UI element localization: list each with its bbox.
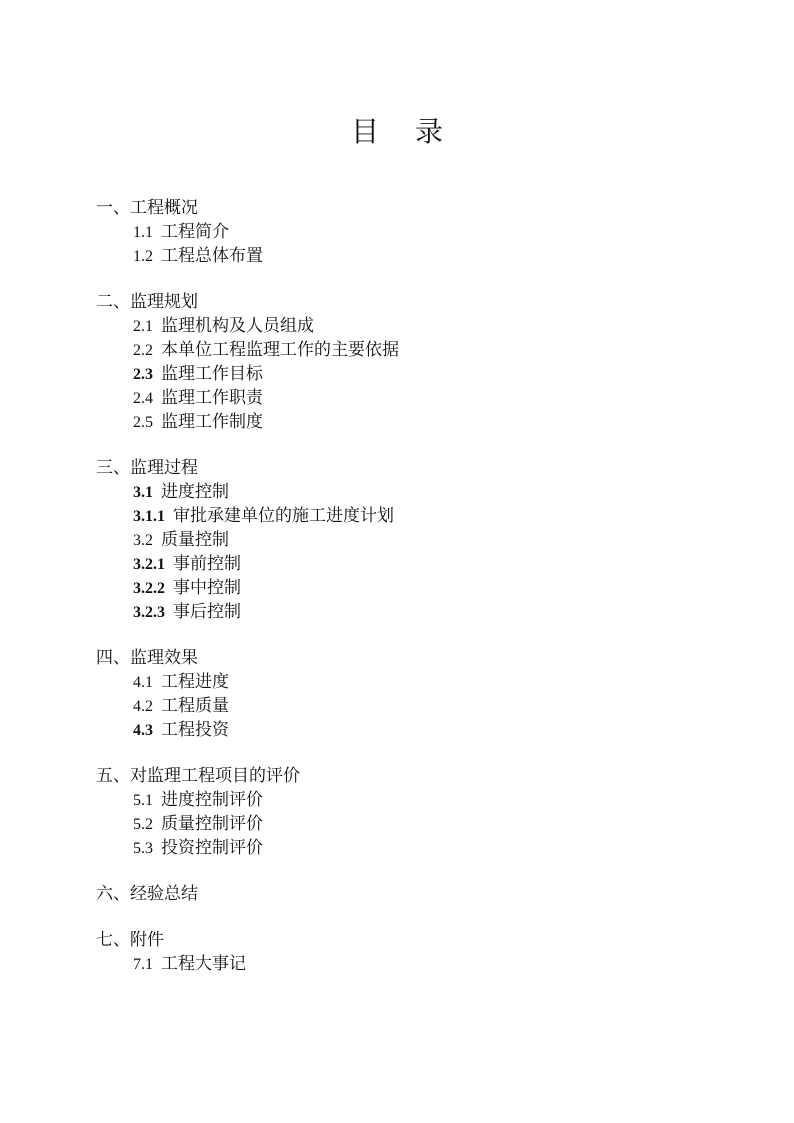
toc-heading: 五、对监理工程项目的评价 — [96, 766, 300, 786]
toc-entry — [96, 718, 736, 742]
toc-section — [96, 928, 736, 976]
toc-entry-number: 4.1 — [133, 674, 153, 691]
toc-entry-number: 1.2 — [133, 248, 153, 265]
toc-entry — [96, 386, 736, 410]
toc-entry-text: 审批承建单位的施工进度计划 — [173, 506, 394, 526]
toc-entry-number: 3.2.1 — [133, 556, 165, 573]
toc-entry-text: 投资控制评价 — [161, 838, 263, 858]
toc-entry-number: 4.2 — [133, 698, 153, 715]
toc-heading: 六、经验总结 — [96, 884, 198, 904]
toc-entry — [96, 314, 736, 338]
toc-entry-number: 1.1 — [133, 224, 153, 241]
title-char-2: 录 — [415, 115, 444, 148]
toc-entry-number: 2.4 — [133, 390, 153, 407]
toc-section — [96, 290, 736, 434]
toc-entry-number: 3.2 — [133, 532, 153, 549]
toc-entry — [96, 694, 736, 718]
toc-entry — [96, 552, 736, 576]
toc-entry — [96, 244, 736, 268]
toc-heading: 三、监理过程 — [96, 458, 198, 478]
toc-entry-number: 2.1 — [133, 318, 153, 335]
toc-heading: 一、工程概况 — [96, 198, 198, 218]
toc-entry — [96, 410, 736, 434]
toc-entry-text: 质量控制 — [161, 530, 229, 550]
toc-entry-text: 事前控制 — [173, 554, 241, 574]
toc-entry-text: 监理工作目标 — [161, 364, 263, 384]
toc-entry-number: 2.5 — [133, 414, 153, 431]
toc-entry-text: 进度控制 — [161, 482, 229, 502]
toc-entry — [96, 812, 736, 836]
toc-section — [96, 456, 736, 624]
table-of-contents — [96, 196, 736, 976]
toc-entry-number: 5.3 — [133, 840, 153, 857]
toc-entry-number: 5.1 — [133, 792, 153, 809]
title-char-1: 目 — [350, 115, 379, 148]
toc-entry-text: 监理工作制度 — [161, 412, 263, 432]
toc-entry — [96, 480, 736, 504]
toc-entry-text: 事后控制 — [173, 602, 241, 622]
toc-entry-number: 3.2.3 — [133, 604, 165, 621]
toc-entry-number: 3.1 — [133, 484, 153, 501]
toc-entry — [96, 528, 736, 552]
toc-entry-text: 监理工作职责 — [161, 388, 263, 408]
toc-entry-text: 工程大事记 — [161, 954, 246, 974]
toc-entry — [96, 600, 736, 624]
toc-entry-number: 3.1.1 — [133, 508, 165, 525]
toc-entry — [96, 836, 736, 860]
toc-section — [96, 764, 736, 860]
toc-entry-number: 4.3 — [133, 722, 153, 739]
toc-entry-text: 事中控制 — [173, 578, 241, 598]
toc-entry-number: 3.2.2 — [133, 580, 165, 597]
page-title — [0, 110, 794, 150]
toc-entry-text: 工程总体布置 — [161, 246, 263, 266]
toc-entry — [96, 952, 736, 976]
toc-entry — [96, 670, 736, 694]
toc-section — [96, 882, 736, 906]
toc-entry-text: 工程投资 — [161, 720, 229, 740]
toc-entry — [96, 788, 736, 812]
toc-section — [96, 196, 736, 268]
toc-entry — [96, 362, 736, 386]
toc-heading: 七、附件 — [96, 930, 164, 950]
toc-entry-number: 7.1 — [133, 956, 153, 973]
toc-entry-number: 2.2 — [133, 342, 153, 359]
toc-section — [96, 646, 736, 742]
toc-entry-text: 监理机构及人员组成 — [161, 316, 314, 336]
toc-entry-number: 2.3 — [133, 366, 153, 383]
toc-entry-text: 本单位工程监理工作的主要依据 — [161, 340, 399, 360]
toc-entry-text: 质量控制评价 — [161, 814, 263, 834]
toc-heading: 四、监理效果 — [96, 648, 198, 668]
toc-entry-text: 工程质量 — [161, 696, 229, 716]
toc-entry-text: 工程进度 — [161, 672, 229, 692]
toc-entry — [96, 504, 736, 528]
toc-entry — [96, 338, 736, 362]
toc-heading: 二、监理规划 — [96, 292, 198, 312]
toc-entry-text: 进度控制评价 — [161, 790, 263, 810]
toc-entry — [96, 220, 736, 244]
toc-entry-text: 工程简介 — [161, 222, 229, 242]
toc-entry-number: 5.2 — [133, 816, 153, 833]
toc-entry — [96, 576, 736, 600]
